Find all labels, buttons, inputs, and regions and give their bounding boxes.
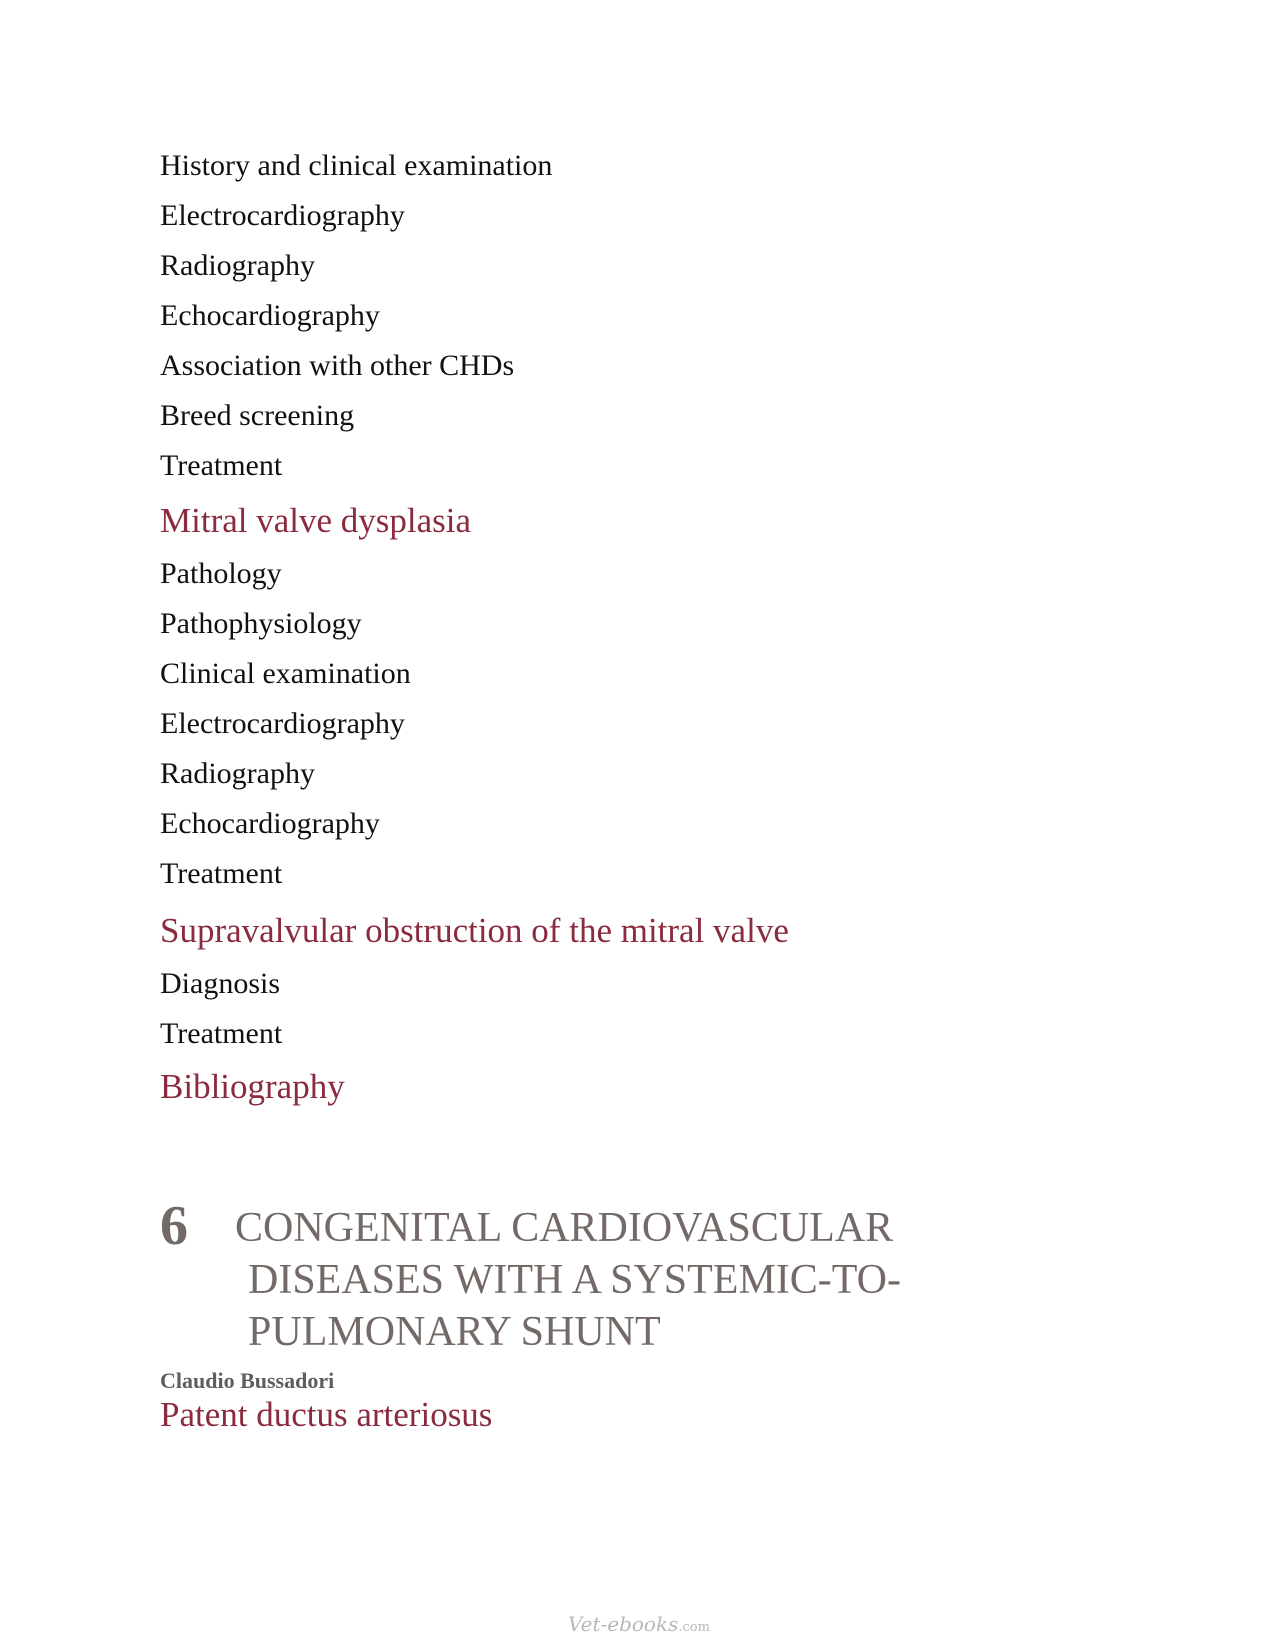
toc-section-bibliography[interactable]: Bibliography (160, 1067, 345, 1106)
watermark-name: Vet-ebooks (568, 1612, 679, 1636)
toc-entry-treatment[interactable]: Treatment (160, 1017, 283, 1050)
toc-entry-electrocardiography[interactable]: Electrocardiography (160, 707, 405, 740)
chapter-title-line: DISEASES WITH A SYSTEMIC-TO- (248, 1257, 901, 1303)
chapter-title[interactable] (235, 1202, 1035, 1358)
table-of-contents-page (160, 0, 1160, 1650)
toc-entry-breed-screening[interactable]: Breed screening (160, 399, 355, 432)
toc-entry-electrocardiography[interactable]: Electrocardiography (160, 199, 405, 232)
watermark-suffix: .com (678, 1620, 710, 1635)
toc-entry-treatment[interactable]: Treatment (160, 857, 283, 890)
toc-entry-echocardiography[interactable]: Echocardiography (160, 299, 380, 332)
chapter-title-line: PULMONARY SHUNT (248, 1309, 661, 1355)
toc-entry-treatment[interactable]: Treatment (160, 449, 283, 482)
toc-entry-diagnosis[interactable]: Diagnosis (160, 967, 280, 1000)
toc-entry-pathophysiology[interactable]: Pathophysiology (160, 607, 362, 640)
toc-section-patent-ductus-arteriosus[interactable]: Patent ductus arteriosus (160, 1395, 493, 1434)
toc-entry-radiography[interactable]: Radiography (160, 757, 315, 790)
watermark-logo (568, 1612, 710, 1640)
chapter-number: 6 (160, 1195, 188, 1257)
toc-entry-association-other-chds[interactable]: Association with other CHDs (160, 349, 515, 382)
chapter-title-line: CONGENITAL CARDIOVASCULAR (235, 1205, 894, 1251)
toc-entry-history-clinical-examination[interactable]: History and clinical examination (160, 149, 553, 182)
toc-entry-radiography[interactable]: Radiography (160, 249, 315, 282)
toc-entry-pathology[interactable]: Pathology (160, 557, 282, 590)
chapter-author: Claudio Bussadori (160, 1368, 335, 1393)
toc-section-supravalvular-obstruction[interactable]: Supravalvular obstruction of the mitral valve (160, 911, 789, 950)
toc-entry-clinical-examination[interactable]: Clinical examination (160, 657, 411, 690)
toc-section-mitral-valve-dysplasia[interactable]: Mitral valve dysplasia (160, 501, 472, 540)
toc-entry-echocardiography[interactable]: Echocardiography (160, 807, 380, 840)
